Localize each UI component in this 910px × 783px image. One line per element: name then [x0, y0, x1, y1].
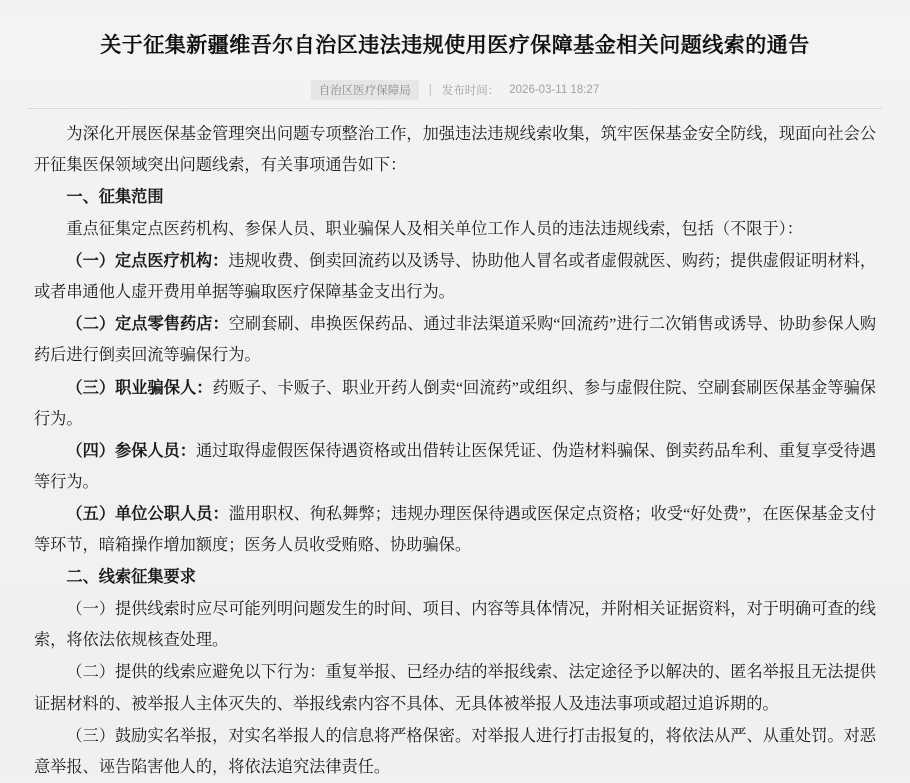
item-1-2-label: （二）定点零售药店： [66, 315, 229, 334]
document-body [26, 119, 884, 783]
paragraph-item-1-5 [34, 499, 876, 561]
item-1-3-text: 药贩子、卡贩子、职业开药人倒卖“回流药”或组织、参与虚假住院、空刷套刷医保基金等骗保行为。 [34, 378, 876, 428]
paragraph-item-2-2: （二）提供的线索应避免以下行为：重复举报、已经办结的举报线索、法定途径予以解决的、匿名举报且无法提供证据材料的、被举报人主体灭失的、举报线索内容不具体、无具体被举报人及违法事项或超过追诉期的。 [34, 663, 876, 713]
item-1-5-label: （五）单位公职人员： [66, 504, 229, 523]
header-divider [28, 108, 882, 109]
paragraph-section-1-heading: 一、征集范围 [66, 187, 164, 206]
paragraph-item-2-1: （一）提供线索时应尽可能列明问题发生的时间、项目、内容等具体情况，并附相关证据资料，对于明确可查的线索，将依法依规核查处理。 [34, 600, 876, 650]
paragraph-item-1-1 [34, 246, 876, 308]
paragraph-item-1-2 [34, 309, 876, 371]
paragraph-item-1-4 [34, 436, 876, 498]
meta-separator: | [428, 83, 432, 96]
paragraph-item-1-3 [34, 373, 876, 435]
source-badge: 自治区医疗保障局 [311, 80, 419, 100]
item-1-4-text: 通过取得虚假医保待遇资格或出借转让医保凭证、伪造材料骗保、倒卖药品牟利、重复享受待遇等行为。 [34, 441, 877, 491]
document-page [0, 14, 910, 776]
item-1-1-text: 违规收费、倒卖回流药以及诱导、协助他人冒名或者虚假就医、购药；提供虚假证明材料，或者串通他人虚开费用单据等骗取医疗保障基金支出行为。 [34, 252, 877, 302]
paragraph-section-2-heading: 二、线索征集要求 [66, 568, 196, 587]
page-title: 关于征集新疆维吾尔自治区违法违规使用医疗保障基金相关问题线索的通告 [100, 34, 810, 58]
item-1-3-label: （三）职业骗保人： [66, 378, 213, 397]
publish-time: 2026-03-11 18:27 [509, 83, 600, 96]
item-1-5-text: 滥用职权、徇私舞弊；违规办理医保待遇或医保定点资格；收受“好处费”，在医保基金支付等环节，暗箱操作增加额度；医务人员收受贿赂、协助骗保。 [34, 504, 877, 555]
publish-label: 发布时间： [441, 84, 500, 97]
paragraph-item-2-3: （三）鼓励实名举报，对实名举报人的信息将严格保密。对举报人进行打击报复的，将依法从严、从重处罚。对恶意举报、诬告陷害他人的，将依法追究法律责任。 [34, 726, 876, 776]
document-meta [26, 80, 884, 108]
paragraph-section-1-intro: 重点征集定点医药机构、参保人员、职业骗保人及相关单位工作人员的违法违规线索，包括（不限于）： [66, 219, 803, 238]
item-1-2-text: 空刷套刷、串换医保药品、通过非法渠道采购“回流药”进行二次销售或诱导、协助参保人购药后进行倒卖回流等骗保行为。 [34, 315, 877, 365]
item-1-4-label: （四）参保人员： [66, 441, 196, 460]
item-1-1-label: （一）定点医疗机构： [66, 252, 229, 271]
paragraph-intro: 为深化开展医保基金管理突出问题专项整治工作，加强违法违规线索收集，筑牢医保基金安全防线，现面向社会公开征集医保领域突出问题线索，有关事项通告如下： [34, 124, 876, 174]
